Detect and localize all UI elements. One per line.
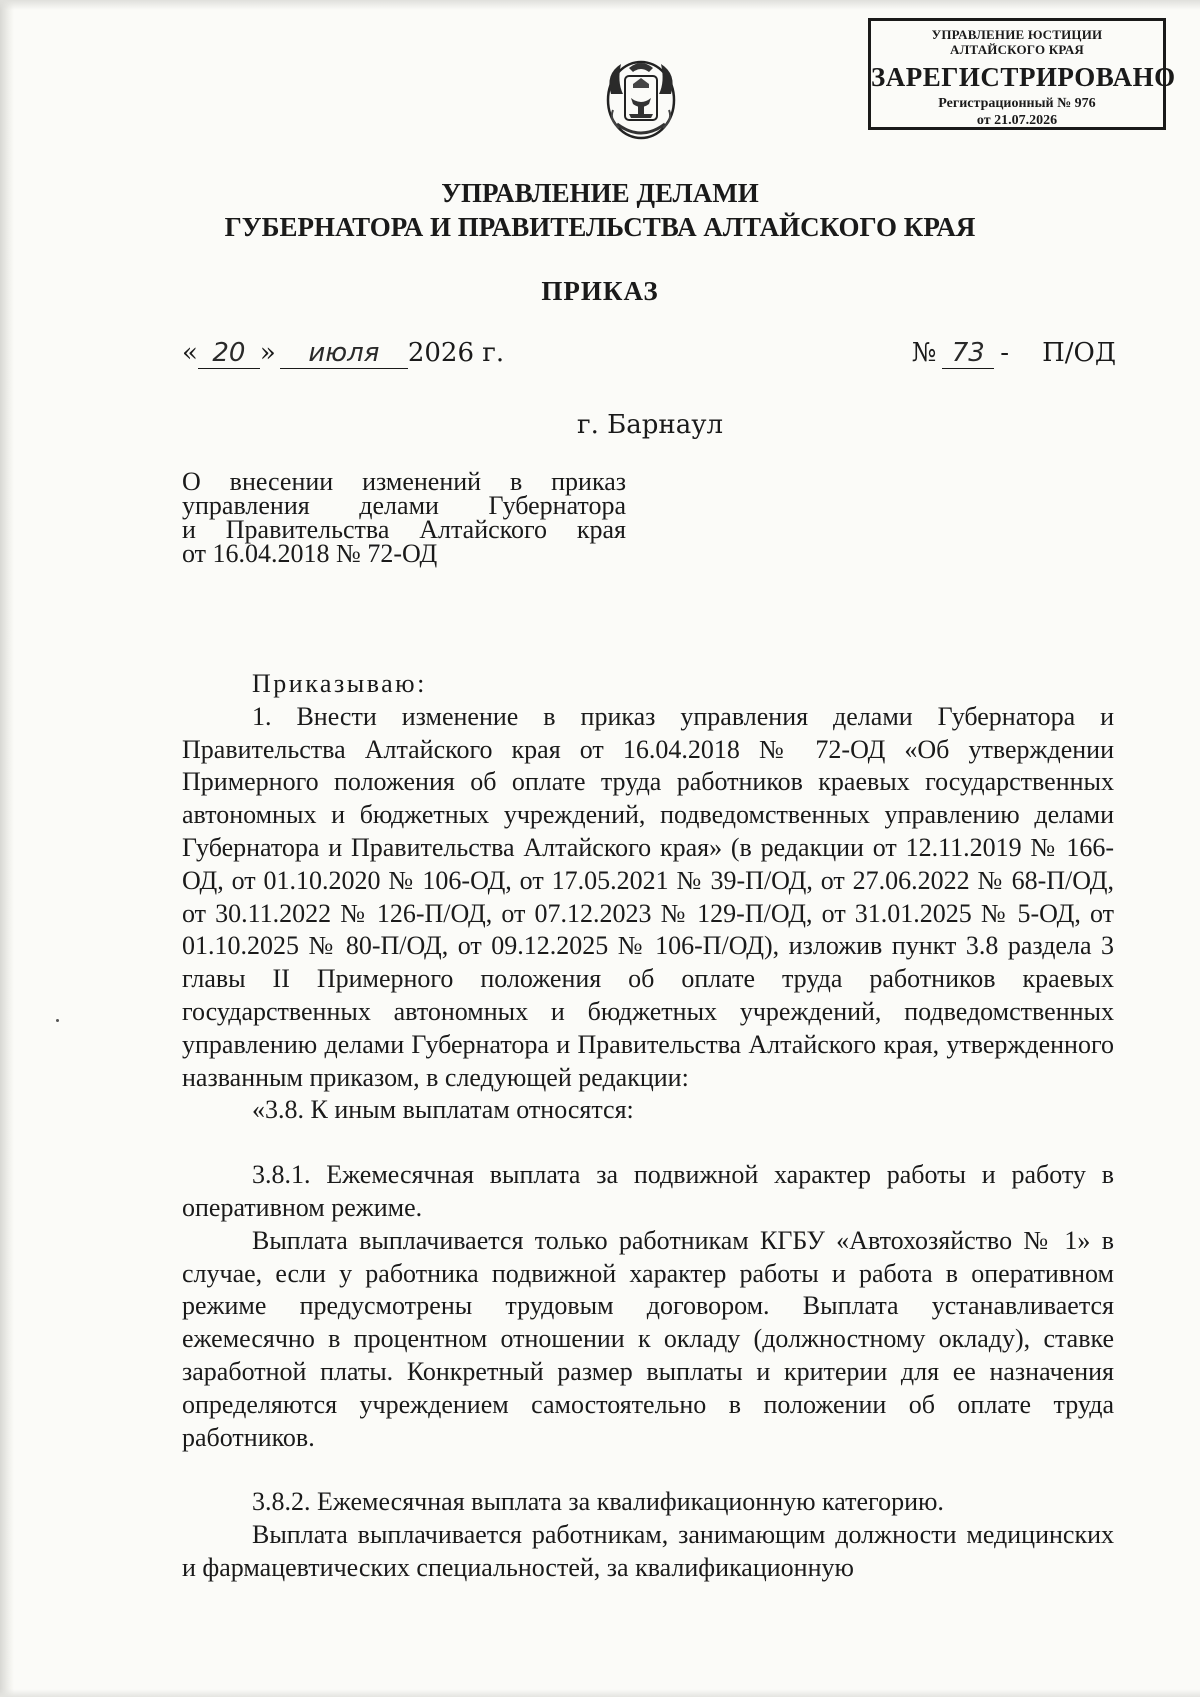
subject-line3: и Правительства Алтайского края bbox=[182, 515, 626, 544]
scan-speck bbox=[56, 1019, 59, 1022]
stamp-status: ЗАРЕГИСТРИРОВАНО bbox=[871, 62, 1176, 92]
subject-line4: от 16.04.2018 № 72-ОД bbox=[182, 539, 438, 568]
body-paragraph-4: Выплата выплачивается только работникам КГБУ «Автохозяйство № 1» в случае, если у работника подвижной характер работы и работа в оперативном режиме предусмотрены трудовым договором. Выплата устанавливается ежемесячно в процентном отношении к окладу (должностному окладу), ставке заработной платы. Конкретный размер выплаты и критерии для ее назначения определяются учреждением самостоятельно в положении об оплате труда работников. bbox=[182, 1225, 1114, 1452]
order-subject bbox=[182, 467, 626, 568]
stamp-org-line1: УПРАВЛЕНИЕ ЮСТИЦИИ bbox=[931, 27, 1103, 42]
order-date bbox=[182, 338, 504, 369]
subject-line1: О внесении изменений в приказ bbox=[182, 467, 626, 496]
body-paragraph-6: Выплата выплачивается работникам, занимающим должности медицинских и фармацевтических специальностей, за квалификационную bbox=[182, 1520, 1114, 1582]
handwritten-day: 20 bbox=[198, 338, 260, 369]
date-year: 2026 г. bbox=[407, 338, 505, 368]
coat-of-arms-icon bbox=[599, 54, 683, 142]
stamp-reg-date: от 21.07.2026 bbox=[976, 113, 1058, 128]
stamp-org-line2: АЛТАЙСКОГО КРАЯ bbox=[950, 42, 1084, 57]
scan-edge-bottom bbox=[0, 1689, 1200, 1697]
document-type: ПРИКАЗ bbox=[541, 276, 659, 306]
order-number bbox=[912, 338, 1116, 369]
body-intro: Приказываю: bbox=[252, 669, 427, 698]
agency-name-line2: ГУБЕРНАТОРА И ПРАВИТЕЛЬСТВА АЛТАЙСКОГО КРАЯ bbox=[224, 212, 976, 242]
body-paragraph-3: 3.8.1. Ежемесячная выплата за подвижной характер работы и работу в оперативном режиме. bbox=[182, 1160, 1114, 1222]
handwritten-month: июля bbox=[280, 338, 408, 369]
scan-edge-left bbox=[0, 0, 14, 1697]
scan-edge-top bbox=[0, 0, 1200, 10]
date-quote-close: » bbox=[259, 338, 276, 368]
number-suffix: П/ОД bbox=[1042, 338, 1116, 368]
body-paragraph-1: 1. Внести изменение в приказ управления делами Губернатора и Правительства Алтайского края от 16.04.2018 № 72-ОД «Об утверждении Примерного положения об оплате труда работников краевых государственных автономных и бюджетных учреждений, подведомственных управлению делами Губернатора и Правительства Алтайского края» (в редакции от 12.11.2019 № 166-ОД, от 01.10.2020 № 106-ОД, от 17.05.2021 № 39-П/ОД, от 27.06.2022 № 68-П/ОД, от 30.11.2022 № 126-П/ОД, от 07.12.2023 № 129-П/ОД, от 31.01.2025 № 5-ОД, от 01.10.2025 № 80-П/ОД, от 09.12.2025 № 106-П/ОД), изложив пункт 3.8 раздела 3 главы II Примерного положения об оплате труда работников краевых государственных автономных и бюджетных учреждений, подведомственных управлению делами Губернатора и Правительства Алтайского края, утвержденного названным приказом, в следующей редакции: bbox=[182, 701, 1114, 1092]
handwritten-number: 73 bbox=[942, 338, 994, 369]
subject-line2: управления делами Губернатора bbox=[182, 491, 626, 520]
city: г. Барнаул bbox=[576, 410, 724, 440]
agency-name-line1: УПРАВЛЕНИЕ ДЕЛАМИ bbox=[441, 178, 759, 208]
stamp-reg-number: Регистрационный № 976 bbox=[938, 96, 1096, 111]
body-paragraph-5: 3.8.2. Ежемесячная выплата за квалификационную категорию. bbox=[252, 1487, 944, 1517]
stamp-organization bbox=[871, 27, 1163, 57]
registration-stamp bbox=[868, 18, 1176, 130]
order-body bbox=[182, 668, 1114, 1585]
date-quote-open: « bbox=[182, 338, 198, 368]
number-sign: № bbox=[911, 338, 937, 368]
number-dash: - bbox=[1000, 338, 1010, 368]
agency-name bbox=[0, 176, 1200, 244]
body-paragraph-2: «3.8. К иным выплатам относятся: bbox=[252, 1095, 634, 1125]
